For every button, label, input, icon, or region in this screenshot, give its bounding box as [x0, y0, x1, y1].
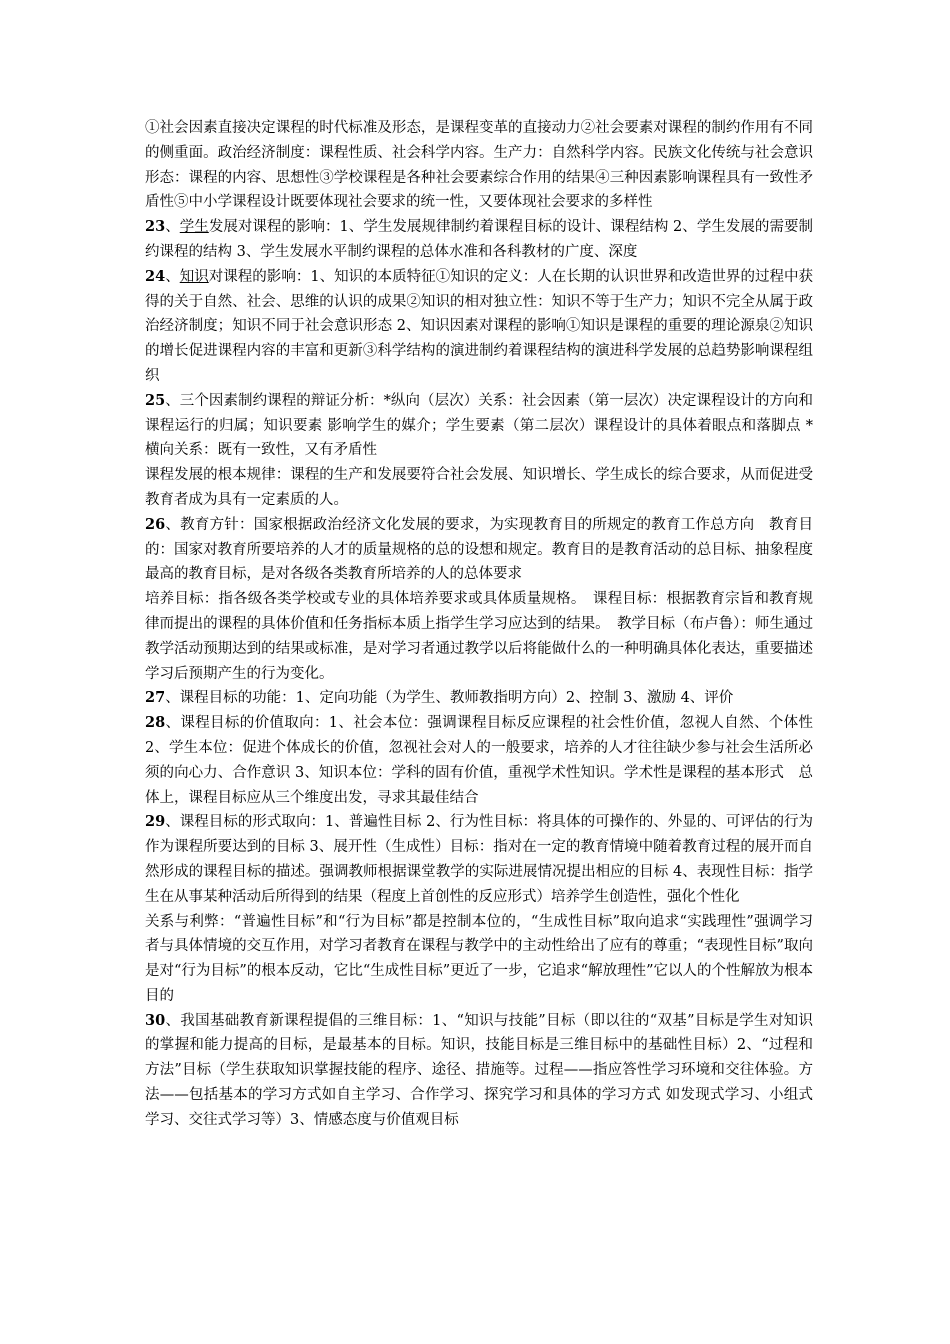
- paragraph-fundamental-law: [145, 463, 813, 513]
- keyword-student: 学生: [179, 219, 209, 236]
- paragraph-text: 、我国基础教育新课程提倡的三维目标：1、“知识与技能”目标（即以往的“双基”目标是学生对知识的掌握和能力提高的目标，是最基本的目标。知识，技能目标是三维目标中的基础性目标）2、“过程和方法”目标（学生获取知识掌握技能的程序、途径、措施等。过程——指应答性学习环境和交往体验。方法——包括基本的学习方式如自主学习、合作学习、探究学习和具体的学习方式 如发现式学习、小组式学习、交往式学习等）3、情感态度与价值观目标: [145, 1012, 813, 1128]
- paragraph-25-dialectic: [145, 389, 813, 463]
- paragraph-text: 发展对课程的影响：1、学生发展规律制约着课程目标的设计、课程结构 2、学生发展的需要制约课程的结构 3、学生发展水平制约课程的总体水准和各科教材的广度、深度: [145, 219, 814, 260]
- paragraph-27-functions: [145, 686, 813, 711]
- paragraph-text: 对课程的影响：1、知识的本质特征①知识的定义：人在长期的认识世界和改造世界的过程中获得的关于自然、社会、思维的认识的成果②知识的相对独立性：知识不等于生产力；知识不完全从属于政治经济制度；知识不同于社会意识形态 2、知识因素对课程的影响①知识是课程的重要的理论源泉②知识的增长促进课程内容的丰富和更新③科学结构的演进制约着课程结构的演进科学发展的总趋势影响课程组织: [145, 268, 813, 384]
- paragraph-24-knowledge: 24、知识对课程的影响：1、知识的本质特征①知识的定义：人在长期的认识世界和改造世界的过程中获得的关于自然、社会、思维的认识的成果②知识的相对独立性：知识不等于生产力；知识不完全从属于政治经济制度；知识不同于社会意识形态 2、知识因素对课程的影响①知识是课程的重要的理论源泉②知识的增长促进课程内容的丰富和更新③科学结构的演进制约着课程结构的演进科学发展的总趋势影响课程组织: [145, 267, 813, 384]
- paragraph-29-form-orientation: [145, 810, 813, 909]
- paragraph-social-factors: [145, 116, 813, 215]
- item-number: 25: [145, 391, 166, 409]
- paragraph-23-student: 23、学生发展对课程的影响：1、学生发展规律制约着课程目标的设计、课程结构 2、学生发展的需要制约课程的结构 3、学生发展水平制约课程的总体水准和各科教材的广度、深度: [145, 218, 814, 260]
- paragraph-text: 关系与利弊：“普遍性目标”和“行为目标”都是控制本位的，“生成性目标”取向追求“实践理性”强调学习者与具体情境的交互作用，对学习者教育在课程与教学中的主动性给出了应有的尊重；“表现性目标”取向是对“行为目标”的根本反动，它比“生成性目标”更近了一步，它追求“解放理性”它以人的个性解放为根本目的: [145, 913, 813, 1004]
- paragraph-text: 、课程目标的功能：1、定向功能（为学生、教师教指明方向）2、控制 3、激励 4、评价: [165, 690, 734, 707]
- paragraph-30-three-dimensional-goals: [145, 1009, 813, 1133]
- paragraph-28-value-orientation: [145, 711, 813, 810]
- item-number: 27: [145, 689, 166, 707]
- item-number: 30: [145, 1011, 166, 1029]
- paragraph-relations-pros-cons: [145, 910, 813, 1009]
- paragraph-text: ①社会因素直接决定课程的时代标准及形态，是课程变革的直接动力②社会要素对课程的制约作用有不同的侧重面。政治经济制度：课程性质、社会科学内容。生产力：自然科学内容。民族文化传统与社会意识形态：课程的内容、思想性③学校课程是各种社会要素综合作用的结果④三种因素影响课程具有一致性矛盾性⑤中小学课程设计既要体现社会要求的统一性，又要体现社会要求的多样性: [145, 120, 813, 211]
- paragraph-text: 、教育方针：国家根据政治经济文化发展的要求，为实现教育目的所规定的教育工作总方向 教育目的：国家对教育所要培养的人才的质量规格的总的设想和规定。教育目的是教育活动的总目标、抽象程度最高的教育目标，是对各级各类教育所培养的人的总体要求: [145, 516, 813, 583]
- item-number: 24: [145, 267, 166, 285]
- paragraph-text: 、三个因素制约课程的辩证分析：*纵向（层次）关系：社会因素（第一层次）决定课程设计的方向和课程运行的归属；知识要素 影响学生的媒介；学生要素（第二层次）课程设计的具体着眼点和落脚点 *横向关系：既有一致性，又有矛盾性: [145, 392, 813, 459]
- paragraph-text: 、课程目标的价值取向：1、社会本位：强调课程目标反应课程的社会性价值，忽视人自然、个体性 2、学生本位：促进个体成长的价值，忽视社会对人的一般要求，培养的人才往往缺少参与社会生活所必须的向心力、合作意识 3、知识本位：学科的固有价值，重视学术性知识。学术性是课程的基本形式 总体上，课程目标应从三个维度出发，寻求其最佳结合: [145, 715, 813, 806]
- paragraph-26-education-policy: [145, 513, 813, 587]
- paragraph-text: 、课程目标的形式取向：1、普遍性目标 2、行为性目标：将具体的可操作的、外显的、可评估的行为作为课程所要达到的目标 3、展开性（生成性）目标：指对在一定的教育情境中随着教育过程的展开而自然形成的课程目标的描述。强调教师根据课堂教学的实际进展情况提出相应的目标 4、表现性目标：指学生在从事某种活动后所得到的结果（程度上首创性的反应形式）培养学生创造性，强化个性化: [145, 814, 813, 905]
- item-number: 26: [145, 515, 166, 533]
- item-number: 28: [145, 714, 166, 732]
- paragraph-text: 培养目标：指各级各类学校或专业的具体培养要求或具体质量规格。 课程目标：根据教育宗旨和教育规律而提出的课程的具体价值和任务指标本质上指学生学习应达到的结果。 教学目标（布卢鲁）：师生通过教学活动预期达到的结果或标准，是对学习者通过教学以后将能做什么的一种明确具体化表达，重要描述学习后预期产生的行为变化。: [145, 591, 813, 682]
- paragraph-text: 课程发展的根本规律：课程的生产和发展要符合社会发展、知识增长、学生成长的综合要求，从而促进受教育者成为具有一定素质的人。: [145, 467, 813, 508]
- keyword-knowledge: 知识: [179, 268, 209, 285]
- item-number: 29: [145, 813, 166, 831]
- paragraph-training-objectives: [145, 587, 813, 686]
- document-page: [145, 116, 813, 1133]
- item-number: 23: [145, 218, 166, 236]
